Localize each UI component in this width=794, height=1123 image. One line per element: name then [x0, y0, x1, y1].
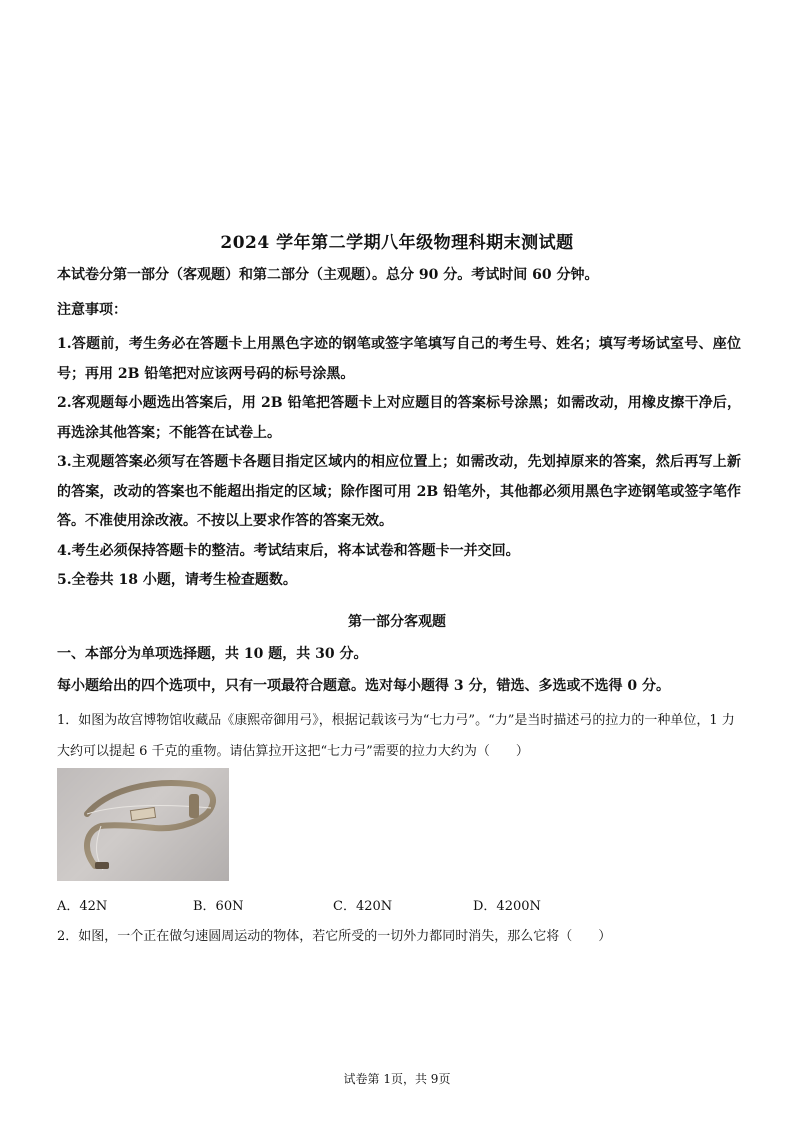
question-2-text: 2．如图，一个正在做匀速圆周运动的物体，若它所受的一切外力都同时消失，那么它将（ ）: [57, 929, 612, 944]
bow-illustration: [57, 768, 229, 881]
notice-item-4: 4.考生必须保持答题卡的整洁。考试结束后，将本试卷和答题卡一并交回。: [57, 542, 520, 559]
notice-heading: 注意事项：: [57, 302, 127, 318]
bow-photo: [57, 768, 229, 881]
notice-item-2: 2.客观题每小题选出答案后，用 2B 铅笔把答题卡上对应题目的答案标号涂黑；如需改动，用橡皮擦干净后，再选涂其他答案；不能答在试卷上。: [57, 395, 741, 441]
option-d[interactable]: D．4200N: [473, 899, 541, 914]
option-c[interactable]: C．420N: [333, 899, 393, 914]
exam-intro: 本试卷分第一部分（客观题）和第二部分（主观题）。总分 90 分。考试时间 60 分钟。: [57, 267, 599, 283]
option-a[interactable]: A．42N: [57, 899, 108, 914]
page-footer: 试卷第 1页，共 9页: [343, 1072, 451, 1086]
notice-item-1: 1.答题前，考生务必在答题卡上用黑色字迹的钢笔或签字笔填写自己的考生号、姓名；填写考场试室号、座位号；再用 2B 铅笔把对应该两号码的标号涂黑。: [57, 336, 741, 382]
notice-item-5: 5.全卷共 18 小题，请考生检查题数。: [57, 572, 297, 588]
option-b[interactable]: B．60N: [193, 899, 244, 914]
section-title: 第一部分客观题: [348, 614, 446, 630]
notice-list: [57, 330, 741, 596]
notice-item-3: 3.主观题答案必须写在答题卡各题目指定区域内的相应位置上；如需改动，先划掉原来的答案，然后再写上新的答案，改动的答案也不能超出指定的区域；除作图可用 2B 铅笔外，其他都必须用黑色字迹钢笔或签字笔作答。不准使用涂改液。不按以上要求作答的答案无效。: [57, 454, 741, 529]
exam-title: 2024 学年第二学期八年级物理科期末测试题: [220, 233, 574, 253]
part-heading: 一、本部分为单项选择题，共 10 题，共 30 分。: [57, 646, 368, 662]
part-instruction: 每小题给出的四个选项中，只有一项最符合题意。选对每小题得 3 分，错选、多选或不选得 0 分。: [57, 678, 670, 694]
question-1-text: 1．如图为故宫博物馆收藏品《康熙帝御用弓》，根据记载该弓为“七力弓”。“力”是当时描述弓的拉力的一种单位，1 力大约可以提起 6 千克的重物。请估算拉开这把“七力弓”需要的拉力大约为（ ）: [57, 713, 735, 759]
